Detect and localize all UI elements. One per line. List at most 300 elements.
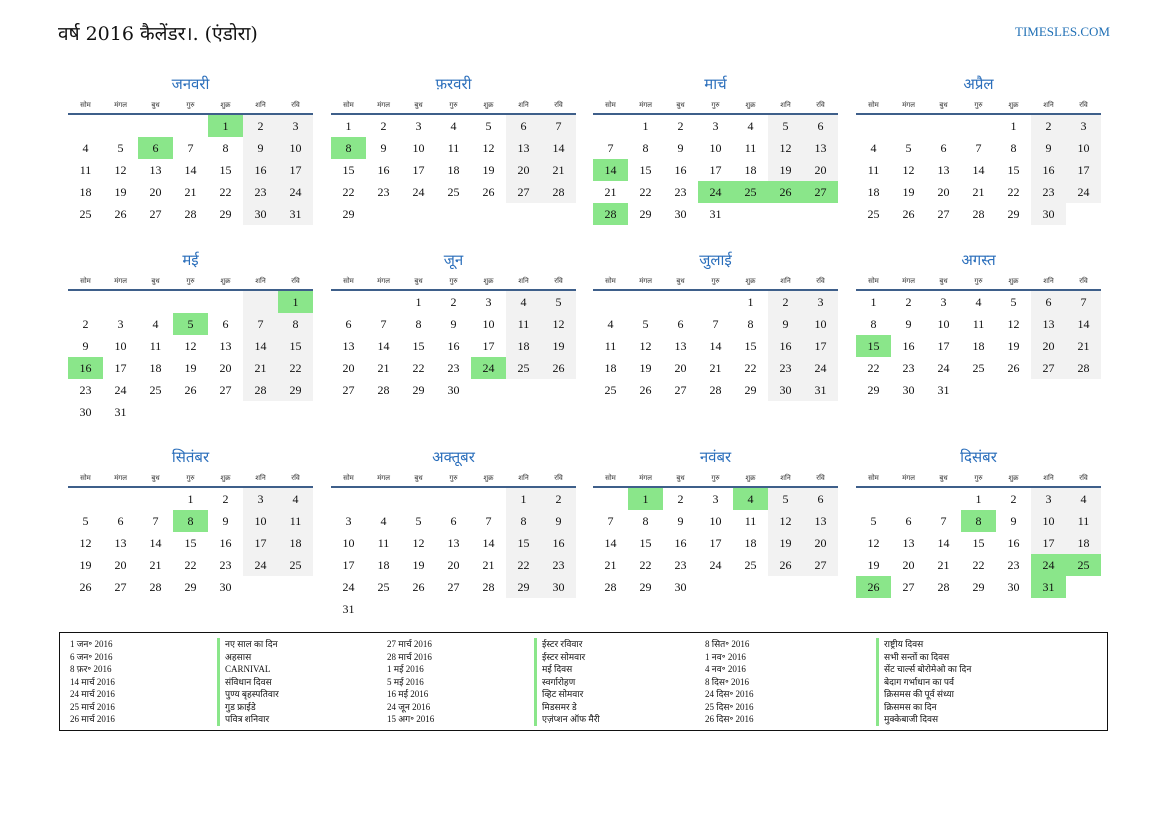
day-cell: 7 — [380, 317, 387, 331]
day-cell: 2 — [677, 492, 684, 506]
weekday-label: शनि — [518, 277, 529, 285]
day-cell: 3 — [345, 514, 352, 528]
holiday-date: 1 मई 2016 — [387, 664, 424, 674]
empty-cell — [628, 291, 663, 313]
brand-link[interactable]: TIMESLES.COM — [1015, 24, 1110, 39]
day-cell: 1 — [345, 119, 352, 133]
day-cell: 30 — [768, 379, 803, 401]
day-cell: 13 — [219, 339, 232, 353]
day-cell: 8 — [278, 313, 313, 335]
day-cell: 15 — [856, 335, 891, 357]
day-cell: 15 — [506, 532, 541, 554]
empty-cell — [436, 598, 471, 620]
month-name: अक्तूबर — [432, 448, 475, 466]
day-cell: 11 — [604, 339, 617, 353]
day-cell: 15 — [342, 163, 355, 177]
day-cell: 19 — [541, 335, 576, 357]
weekday-label: बुध — [414, 277, 423, 285]
day-cell: 13 — [674, 339, 687, 353]
day-cell: 12 — [114, 163, 127, 177]
empty-cell — [856, 115, 891, 137]
day-cell: 10 — [1031, 510, 1066, 532]
month-name: दिसंबर — [960, 448, 997, 466]
day-cell: 2 — [380, 119, 387, 133]
day-cell: 28 — [937, 580, 950, 594]
day-cell: 30 — [1007, 580, 1020, 594]
day-cell: 3 — [278, 115, 313, 137]
day-cell: 21 — [149, 558, 162, 572]
day-cell: 18 — [604, 361, 617, 375]
day-cell: 28 — [593, 203, 628, 225]
day-cell: 22 — [744, 361, 757, 375]
day-cell: 21 — [709, 361, 722, 375]
day-cell: 29 — [412, 383, 425, 397]
day-cell: 25 — [79, 207, 92, 221]
empty-cell — [366, 488, 401, 510]
day-grid — [68, 488, 313, 598]
month-block — [856, 72, 1101, 225]
holiday-date: 1 नव॰ 2016 — [705, 651, 746, 662]
empty-cell — [331, 291, 366, 313]
holiday-date: 16 मई 2016 — [387, 689, 429, 699]
day-cell: 3 — [485, 295, 492, 309]
day-cell: 28 — [1066, 357, 1101, 379]
month-block — [68, 248, 313, 423]
day-cell: 11 — [79, 163, 92, 177]
day-cell: 7 — [712, 317, 719, 331]
empty-cell — [733, 576, 768, 598]
day-cell: 27 — [937, 207, 950, 221]
day-cell: 27 — [447, 580, 460, 594]
day-cell: 4 — [278, 488, 313, 510]
weekday-header — [331, 98, 576, 115]
day-cell: 10 — [709, 514, 722, 528]
holiday-name: मिडसमर डे — [534, 701, 600, 714]
weekday-header — [593, 471, 838, 488]
day-cell: 18 — [744, 163, 757, 177]
day-cell: 15 — [639, 536, 652, 550]
day-cell: 17 — [709, 163, 722, 177]
day-cell: 30 — [79, 405, 92, 419]
day-cell: 16 — [674, 536, 687, 550]
day-cell: 4 — [152, 317, 159, 331]
day-cell: 23 — [377, 185, 390, 199]
holiday-name: सभी सन्तों का दिवस — [876, 651, 971, 664]
day-cell: 19 — [639, 361, 652, 375]
day-cell: 24 — [1066, 181, 1101, 203]
day-cell: 23 — [1031, 181, 1066, 203]
day-cell: 5 — [415, 514, 422, 528]
day-cell: 26 — [856, 576, 891, 598]
day-cell: 23 — [541, 554, 576, 576]
day-cell: 31 — [1031, 576, 1066, 598]
day-cell: 2 — [450, 295, 457, 309]
holiday-names-col-2 — [534, 638, 600, 726]
day-grid — [331, 488, 576, 620]
holiday-dates-col-2 — [387, 638, 434, 726]
day-cell: 4 — [975, 295, 982, 309]
day-cell: 11 — [744, 141, 757, 155]
day-cell: 27 — [219, 383, 232, 397]
empty-cell — [68, 488, 103, 510]
month-block — [856, 445, 1101, 598]
day-cell: 14 — [149, 536, 162, 550]
weekday-label: शुक्र — [483, 101, 494, 109]
weekday-label: शुक्र — [745, 101, 756, 109]
day-cell: 28 — [972, 207, 985, 221]
day-cell: 19 — [768, 532, 803, 554]
holiday-name: बेदाग गर्भाधान का पर्व — [876, 676, 971, 689]
weekday-label: मंगल — [114, 474, 127, 482]
weekday-label: सोम — [605, 474, 616, 482]
weekday-label: रवि — [291, 474, 300, 482]
day-cell: 5 — [82, 514, 89, 528]
day-cell: 11 — [744, 514, 757, 528]
day-cell: 18 — [447, 163, 460, 177]
day-cell: 26 — [902, 207, 915, 221]
weekday-label: सोम — [868, 101, 879, 109]
day-cell: 4 — [82, 141, 89, 155]
weekday-label: रवि — [291, 277, 300, 285]
day-cell: 21 — [1066, 335, 1101, 357]
day-cell: 23 — [447, 361, 460, 375]
holiday-name: स्वर्गारोहण — [534, 676, 600, 689]
month-block — [331, 72, 576, 225]
day-cell: 12 — [867, 536, 880, 550]
day-cell: 26 — [412, 580, 425, 594]
day-cell: 9 — [677, 514, 684, 528]
holiday-date: 28 मार्च 2016 — [387, 651, 432, 662]
weekday-label: मंगल — [114, 277, 127, 285]
day-cell: 11 — [867, 163, 880, 177]
day-cell: 22 — [219, 185, 232, 199]
day-cell: 22 — [506, 554, 541, 576]
day-cell: 4 — [733, 488, 768, 510]
day-cell: 12 — [639, 339, 652, 353]
day-cell: 6 — [677, 317, 684, 331]
empty-cell — [401, 203, 436, 225]
holiday-date: 27 मार्च 2016 — [387, 639, 432, 649]
day-cell: 21 — [937, 558, 950, 572]
weekday-header — [68, 274, 313, 291]
empty-cell — [366, 291, 401, 313]
weekday-label: सोम — [868, 474, 879, 482]
day-cell: 27 — [803, 181, 838, 203]
day-grid — [331, 291, 576, 401]
day-cell: 23 — [768, 357, 803, 379]
weekday-label: मंगल — [114, 101, 127, 109]
day-cell: 8 — [642, 514, 649, 528]
day-cell: 11 — [278, 510, 313, 532]
empty-cell — [926, 488, 961, 510]
day-cell: 27 — [342, 383, 355, 397]
day-cell: 13 — [803, 510, 838, 532]
day-cell: 9 — [541, 510, 576, 532]
day-cell: 17 — [1031, 532, 1066, 554]
day-cell: 2 — [222, 492, 229, 506]
month-block — [68, 445, 313, 598]
day-cell: 17 — [243, 532, 278, 554]
day-cell: 29 — [278, 379, 313, 401]
day-cell: 5 — [1010, 295, 1017, 309]
weekday-label: शनि — [1043, 277, 1054, 285]
day-cell: 10 — [243, 510, 278, 532]
weekday-label: रवि — [816, 474, 825, 482]
day-cell: 13 — [506, 137, 541, 159]
day-cell: 13 — [447, 536, 460, 550]
day-cell: 25 — [733, 181, 768, 203]
day-cell: 1 — [208, 115, 243, 137]
day-cell: 25 — [278, 554, 313, 576]
empty-cell — [733, 203, 768, 225]
empty-cell — [243, 401, 278, 423]
day-grid — [593, 291, 838, 401]
day-cell: 18 — [149, 361, 162, 375]
weekday-label: सोम — [80, 474, 91, 482]
day-cell: 8 — [331, 137, 366, 159]
holiday-date: 15 अग॰ 2016 — [387, 714, 435, 724]
empty-cell — [891, 115, 926, 137]
day-cell: 15 — [184, 536, 197, 550]
day-cell: 5 — [642, 317, 649, 331]
day-cell: 6 — [940, 141, 947, 155]
day-cell: 3 — [712, 492, 719, 506]
day-cell: 15 — [219, 163, 232, 177]
empty-cell — [243, 291, 278, 313]
day-cell: 31 — [937, 383, 950, 397]
empty-cell — [208, 401, 243, 423]
day-cell: 14 — [593, 159, 628, 181]
weekday-label: शुक्र — [483, 277, 494, 285]
empty-cell — [803, 203, 838, 225]
holiday-date: 8 सित॰ 2016 — [705, 639, 750, 649]
empty-cell — [173, 291, 208, 313]
day-cell: 18 — [1066, 532, 1101, 554]
month-block — [331, 445, 576, 620]
empty-cell — [961, 115, 996, 137]
day-cell: 16 — [1031, 159, 1066, 181]
day-cell: 11 — [447, 141, 460, 155]
day-cell: 20 — [219, 361, 232, 375]
day-cell: 7 — [187, 141, 194, 155]
day-cell: 15 — [278, 335, 313, 357]
day-cell: 15 — [972, 536, 985, 550]
day-cell: 24 — [342, 580, 355, 594]
weekday-label: मंगल — [639, 101, 652, 109]
day-cell: 9 — [243, 137, 278, 159]
day-cell: 22 — [639, 185, 652, 199]
day-cell: 8 — [961, 510, 996, 532]
day-cell: 2 — [82, 317, 89, 331]
empty-cell — [103, 291, 138, 313]
day-cell: 12 — [482, 141, 495, 155]
weekday-label: शनि — [518, 474, 529, 482]
day-cell: 10 — [342, 536, 355, 550]
day-cell: 29 — [342, 207, 355, 221]
day-cell: 17 — [709, 536, 722, 550]
day-cell: 29 — [639, 207, 652, 221]
day-cell: 7 — [607, 141, 614, 155]
weekday-label: बुध — [939, 277, 948, 285]
weekday-label: गुरु — [974, 277, 983, 285]
day-cell: 6 — [803, 115, 838, 137]
weekday-label: सोम — [868, 277, 879, 285]
weekday-label: रवि — [554, 277, 563, 285]
holiday-name: क्रिसमस की पूर्व संध्या — [876, 688, 971, 701]
day-cell: 1 — [975, 492, 982, 506]
weekday-label: गुरु — [186, 101, 195, 109]
day-cell: 4 — [450, 119, 457, 133]
day-cell: 10 — [709, 141, 722, 155]
day-cell: 7 — [1066, 291, 1101, 313]
empty-cell — [471, 488, 506, 510]
weekday-label: बुध — [151, 277, 160, 285]
holiday-name: नए साल का दिन — [217, 638, 279, 651]
day-cell: 13 — [902, 536, 915, 550]
holiday-date: 14 मार्च 2016 — [70, 676, 115, 687]
day-cell: 25 — [377, 580, 390, 594]
month-name: अप्रैल — [963, 75, 994, 93]
day-cell: 13 — [803, 137, 838, 159]
empty-cell — [541, 379, 576, 401]
holiday-name: ईस्टर रविवार — [534, 638, 600, 651]
day-cell: 20 — [803, 532, 838, 554]
day-cell: 8 — [1010, 141, 1017, 155]
day-cell: 18 — [79, 185, 92, 199]
day-cell: 18 — [744, 536, 757, 550]
weekday-label: गुरु — [711, 101, 720, 109]
day-cell: 2 — [1010, 492, 1017, 506]
day-cell: 25 — [604, 383, 617, 397]
day-cell: 20 — [447, 558, 460, 572]
month-block — [593, 72, 838, 225]
weekday-label: शुक्र — [483, 474, 494, 482]
empty-cell — [506, 379, 541, 401]
day-cell: 1 — [642, 119, 649, 133]
day-cell: 2 — [768, 291, 803, 313]
day-cell: 12 — [541, 313, 576, 335]
day-cell: 21 — [377, 361, 390, 375]
day-cell: 26 — [541, 357, 576, 379]
empty-cell — [103, 488, 138, 510]
empty-cell — [366, 203, 401, 225]
day-cell: 20 — [1031, 335, 1066, 357]
holiday-name: एज़ंप्शन ऑफ मैरी — [534, 713, 600, 726]
day-cell: 9 — [768, 313, 803, 335]
day-cell: 1 — [628, 488, 663, 510]
day-cell: 6 — [138, 137, 173, 159]
day-cell: 14 — [482, 536, 495, 550]
day-cell: 24 — [412, 185, 425, 199]
weekday-label: गुरु — [186, 277, 195, 285]
day-cell: 24 — [709, 558, 722, 572]
day-cell: 23 — [674, 558, 687, 572]
day-cell: 14 — [972, 163, 985, 177]
weekday-label: शुक्र — [1008, 101, 1019, 109]
day-cell: 4 — [870, 141, 877, 155]
day-cell: 29 — [867, 383, 880, 397]
day-cell: 29 — [972, 580, 985, 594]
day-cell: 30 — [243, 203, 278, 225]
weekday-label: शनि — [1043, 474, 1054, 482]
day-cell: 26 — [482, 185, 495, 199]
empty-cell — [366, 598, 401, 620]
weekday-header — [331, 471, 576, 488]
day-cell: 14 — [937, 536, 950, 550]
weekday-label: गुरु — [186, 474, 195, 482]
day-cell: 25 — [867, 207, 880, 221]
empty-cell — [698, 576, 733, 598]
day-cell: 28 — [482, 580, 495, 594]
holiday-date: 24 मार्च 2016 — [70, 689, 115, 699]
day-cell: 5 — [768, 488, 803, 510]
day-cell: 11 — [972, 317, 985, 331]
weekday-label: रवि — [291, 101, 300, 109]
day-cell: 30 — [674, 580, 687, 594]
holiday-dates-col-3 — [705, 638, 754, 726]
day-cell: 23 — [902, 361, 915, 375]
day-cell: 22 — [1007, 185, 1020, 199]
empty-cell — [471, 203, 506, 225]
holiday-date: 26 दिस॰ 2016 — [705, 714, 754, 724]
day-cell: 19 — [114, 185, 127, 199]
day-cell: 18 — [972, 339, 985, 353]
empty-cell — [208, 291, 243, 313]
day-cell: 1 — [870, 295, 877, 309]
day-cell: 1 — [278, 291, 313, 313]
day-cell: 31 — [342, 602, 355, 616]
empty-cell — [138, 401, 173, 423]
day-cell: 16 — [1007, 536, 1020, 550]
day-cell: 29 — [1007, 207, 1020, 221]
day-cell: 29 — [184, 580, 197, 594]
day-cell: 17 — [342, 558, 355, 572]
day-cell: 16 — [447, 339, 460, 353]
day-cell: 13 — [1031, 313, 1066, 335]
day-cell: 8 — [222, 141, 229, 155]
day-cell: 28 — [149, 580, 162, 594]
empty-cell — [593, 291, 628, 313]
day-cell: 8 — [642, 141, 649, 155]
day-cell: 19 — [184, 361, 197, 375]
day-cell: 26 — [1007, 361, 1020, 375]
day-cell: 26 — [79, 580, 92, 594]
day-cell: 12 — [1007, 317, 1020, 331]
weekday-label: गुरु — [711, 474, 720, 482]
empty-cell — [331, 488, 366, 510]
day-cell: 27 — [803, 554, 838, 576]
day-cell: 24 — [243, 554, 278, 576]
day-cell: 14 — [377, 339, 390, 353]
day-cell: 10 — [937, 317, 950, 331]
month-name: जनवरी — [171, 75, 210, 93]
holiday-name: पुण्य बृहस्पतिवार — [217, 688, 279, 701]
holiday-names-col-3 — [876, 638, 971, 726]
day-cell: 22 — [639, 558, 652, 572]
weekday-label: शनि — [1043, 101, 1054, 109]
weekday-label: शुक्र — [745, 277, 756, 285]
empty-cell — [926, 115, 961, 137]
day-cell: 19 — [412, 558, 425, 572]
day-cell: 16 — [674, 163, 687, 177]
day-grid — [68, 115, 313, 225]
day-cell: 7 — [607, 514, 614, 528]
day-cell: 6 — [117, 514, 124, 528]
day-cell: 17 — [937, 339, 950, 353]
day-cell: 14 — [709, 339, 722, 353]
holiday-name: अहसास — [217, 651, 279, 664]
day-cell: 13 — [937, 163, 950, 177]
